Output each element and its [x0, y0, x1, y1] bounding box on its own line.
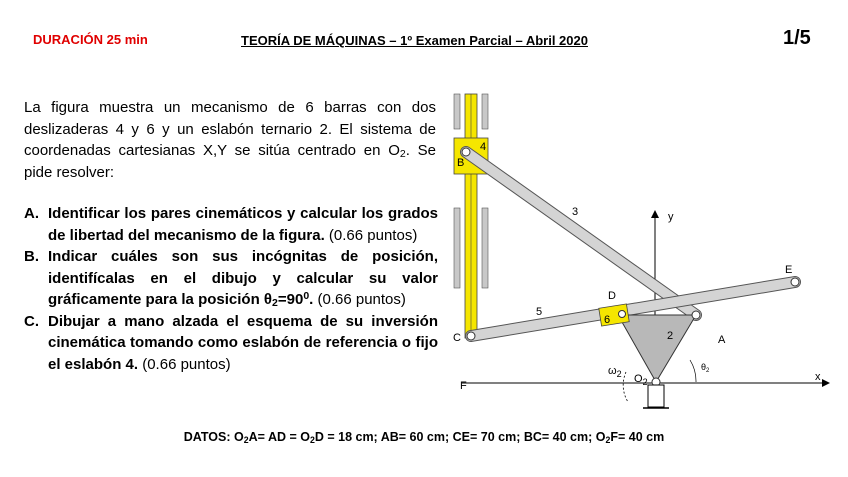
label-a: A	[718, 334, 726, 346]
omega-arc	[623, 372, 628, 402]
link-3	[466, 152, 696, 315]
page-number: 1/5	[783, 27, 811, 49]
question-letter: A.	[24, 205, 39, 222]
label-o2: $O_2$	[634, 373, 648, 387]
joint-d	[619, 311, 626, 318]
data-line: DATOS: $O_2A=$ AD = $O_2D = 18$ cm; AB= 60 cm; CE= 70 cm; BC= 40 cm; $O_2F= 40$ cm	[183, 430, 665, 445]
label-4: 4	[480, 141, 487, 153]
guide-upper-right	[482, 94, 488, 129]
question-a	[24, 203, 438, 246]
guide-upper-left	[454, 94, 460, 129]
joint-a	[692, 311, 700, 319]
intro-text-2: . Se pide resolver:	[24, 142, 436, 181]
exam-title: TEORÍA DE MÁQUINAS – 1º Examen Parcial – Abril 2020	[241, 33, 588, 48]
label-c: C	[453, 332, 461, 344]
joint-e	[791, 278, 799, 286]
joint-c	[467, 332, 475, 340]
label-6: 6	[604, 314, 611, 326]
question-letter: C.	[24, 312, 39, 330]
question-text: Dibujar a mano alzada el esquema de su inversión cinemática tomando como eslabón de referencia o fijo el eslabón 4.	[48, 312, 438, 373]
label-b: B	[457, 157, 465, 169]
question-letter: B.	[24, 248, 39, 265]
question-points: (0.66 puntos)	[328, 226, 418, 244]
question-text: Indicar cuáles son sus incógnitas de posición, identifícalas en el dibujo y calcular su valor gráficamente para la posición $\theta_2=90^0$.	[48, 248, 438, 309]
question-points: (0.66 puntos)	[142, 355, 231, 373]
question-b	[24, 246, 438, 311]
guide-lower-left	[454, 208, 460, 288]
ground-support	[643, 385, 669, 408]
question-points: (0.66 puntos)	[317, 291, 406, 308]
mechanism-diagram	[440, 90, 840, 420]
question-c	[24, 311, 438, 376]
exam-duration: DURACIÓN 25 min	[33, 32, 148, 47]
label-3: 3	[572, 206, 579, 218]
question-text: Identificar los pares cinemáticos y calcular los grados de libertad del mecanismo de la figura.	[48, 205, 438, 244]
link-2-triangle	[618, 315, 696, 382]
intro-text-1: La figura muestra un mecanismo de 6 barras con dos deslizaderas 4 y 6 y un eslabón ternario 2. El sistema de coordenadas cartesianas X,Y se sitúa centrado en O	[24, 99, 436, 159]
question-list	[24, 203, 438, 375]
label-y: y	[668, 211, 674, 223]
problem-statement	[24, 97, 436, 183]
intro-subscript: 2	[399, 148, 406, 160]
guide-lower-right	[482, 208, 488, 288]
label-x: x	[815, 371, 821, 383]
theta-arc	[690, 360, 696, 382]
label-5: 5	[536, 306, 543, 318]
joint-b	[462, 148, 470, 156]
label-d: D	[608, 290, 616, 302]
label-e: E	[785, 264, 793, 276]
label-omega: $\omega_2$	[608, 365, 622, 379]
label-2: 2	[667, 330, 674, 342]
label-theta: $\theta_2$	[701, 362, 710, 374]
label-f: F	[460, 380, 467, 392]
